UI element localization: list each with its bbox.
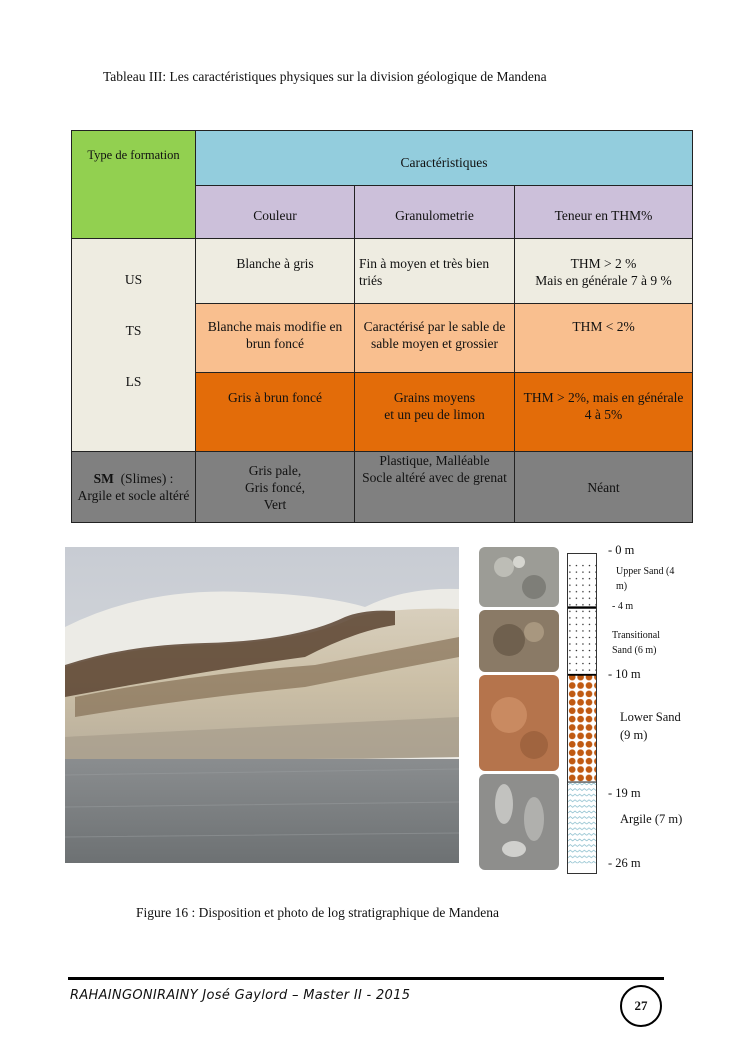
sm-granulo-line2: Socle altéré avec de grenat — [362, 470, 507, 485]
transitional-sand-label — [612, 628, 660, 658]
ts-teneur: THM < 2% — [515, 304, 693, 373]
ls-teneur: THM > 2%, mais en générale 4 à 5% — [515, 373, 693, 452]
transitional-line1: Transitional — [612, 630, 660, 641]
depth-10m: - 10 m — [608, 667, 641, 681]
sm-desc: Argile et socle altéré — [77, 488, 190, 503]
cliff-photo — [65, 547, 459, 863]
sm-name: (Slimes) : — [120, 471, 174, 486]
header-couleur: Couleur — [196, 186, 355, 239]
depth-0m: - 0 m — [608, 543, 635, 557]
upper-sand-line2: m) — [616, 581, 628, 592]
table-caption: Tableau III: Les caractéristiques physiques sur la division géologique de Mandena — [103, 69, 547, 84]
argile-label: Argile (7 m) — [620, 812, 683, 826]
figure-caption: Figure 16 : Disposition et photo de log stratigraphique de Mandena — [136, 905, 499, 920]
ls-granulo-line2: et un peu de limon — [384, 407, 485, 422]
sm-formation — [72, 452, 196, 523]
depth-19m: - 19 m — [608, 786, 641, 800]
sample-transitional-sand-photo — [479, 610, 559, 672]
us-teneur-line1: THM > 2 % — [570, 256, 637, 271]
sm-code: SM — [93, 471, 114, 486]
us-couleur: Blanche à gris — [196, 239, 355, 304]
us-granulometrie: Fin à moyen et très bien triés — [355, 239, 515, 304]
footer-divider — [68, 977, 664, 980]
sample-argile-photo — [479, 774, 559, 870]
formation-us: US — [124, 271, 143, 287]
footer-author: RAHAINGONIRAINY José Gaylord – Master II - 2015 — [70, 988, 411, 1003]
formation-codes-cell — [72, 239, 196, 452]
depth-4m: - 4 m — [612, 601, 634, 612]
upper-sand-line1: Upper Sand (4 — [616, 566, 675, 577]
sm-teneur: Néant — [515, 452, 693, 523]
stratigraphic-log — [567, 553, 597, 874]
ls-granulo-line1: Grains moyens — [393, 390, 476, 405]
formation-ls: LS — [125, 373, 142, 389]
sm-couleur — [196, 452, 355, 523]
ls-couleur: Gris à brun foncé — [196, 373, 355, 452]
header-teneur: Teneur en THM% — [515, 186, 693, 239]
sm-couleur-line3: Vert — [263, 496, 287, 512]
page-number: 27 — [620, 985, 662, 1027]
lower-sand-label — [620, 708, 681, 744]
sm-granulo-line1: Plastique, Malléable — [379, 453, 490, 468]
ts-couleur: Blanche mais modifie en brun foncé — [196, 304, 355, 373]
header-caracteristiques: Caractéristiques — [196, 131, 693, 186]
ls-granulometrie — [355, 373, 515, 452]
lower-sand-line1: Lower Sand — [620, 710, 681, 724]
sm-couleur-line1: Gris pale, — [248, 462, 302, 478]
sample-upper-sand-photo — [479, 547, 559, 607]
upper-sand-label — [616, 564, 674, 594]
us-teneur — [515, 239, 693, 304]
sm-granulometrie — [355, 452, 515, 523]
header-type-de-formation: Type de formation — [72, 131, 196, 239]
header-granulometrie: Granulometrie — [355, 186, 515, 239]
sm-couleur-line2: Gris foncé, — [245, 479, 305, 495]
ts-granulometrie: Caractérisé par le sable de sable moyen et grossier — [355, 304, 515, 373]
depth-26m: - 26 m — [608, 856, 641, 870]
formation-ts: TS — [125, 322, 142, 338]
us-teneur-line2: Mais en générale 7 à 9 % — [535, 273, 672, 288]
lower-sand-line2: (9 m) — [620, 728, 648, 742]
transitional-line2: Sand (6 m) — [612, 645, 657, 656]
sample-lower-sand-photo — [479, 675, 559, 771]
characteristics-table — [71, 130, 693, 523]
